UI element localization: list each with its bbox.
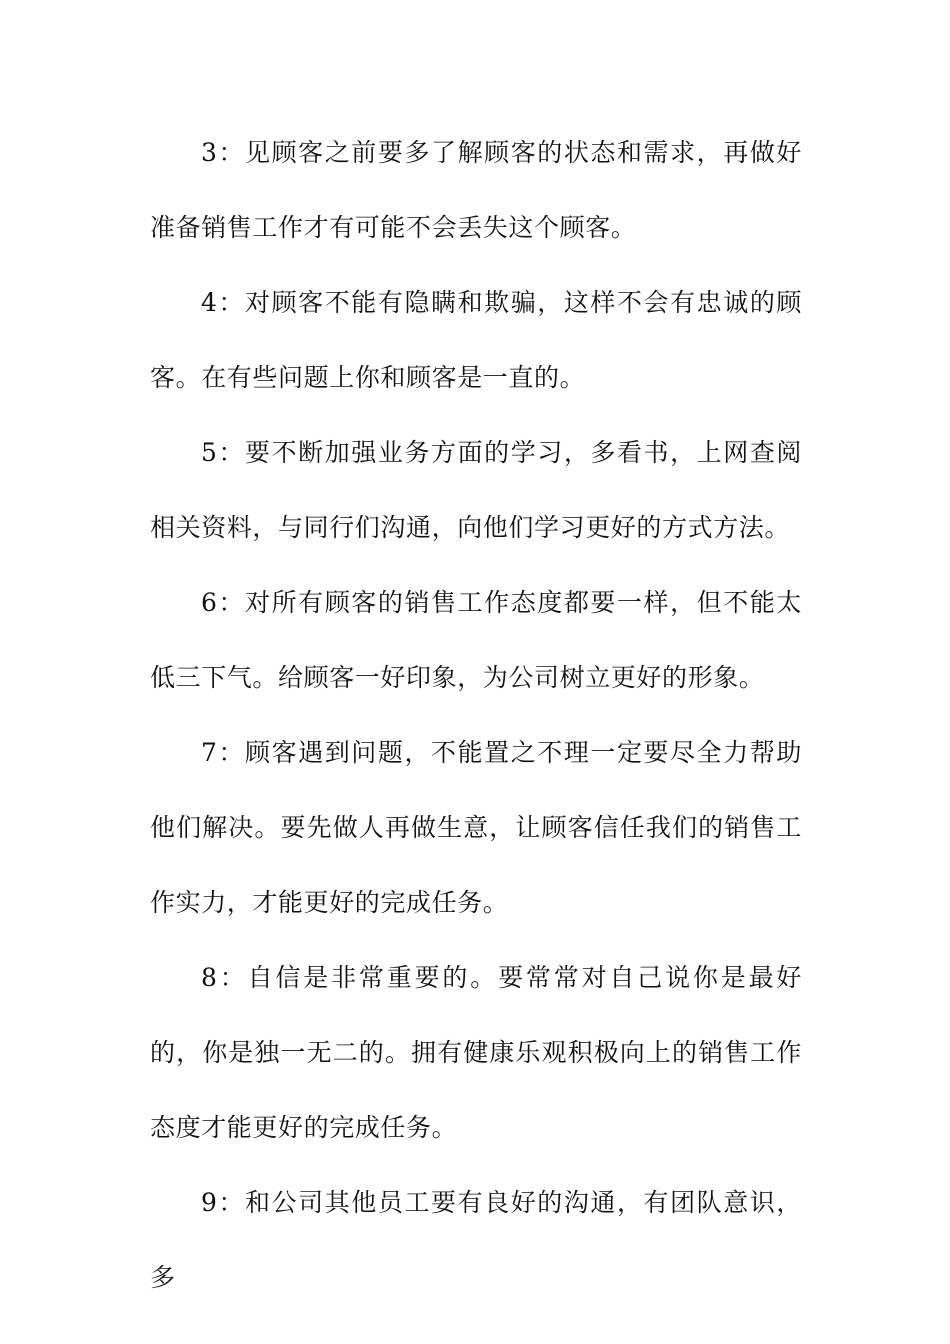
- paragraph-3: 3：见顾客之前要多了解顾客的状态和需求，再做好准备销售工作才有可能不会丢失这个顾客。: [150, 138, 802, 242]
- paragraph-8: 8：自信是非常重要的。要常常对自己说你是最好的，你是独一无二的。拥有健康乐观积极向上的销售工作态度才能更好的完成任务。: [150, 963, 802, 1142]
- paragraph-6: 6：对所有顾客的销售工作态度都要一样，但不能太低三下气。给顾客一好印象，为公司树立更好的形象。: [150, 588, 802, 692]
- paragraph-9: 9：和公司其他员工要有良好的沟通，有团队意识，多: [150, 1188, 802, 1292]
- paragraph-7: 7：顾客遇到问题，不能置之不理一定要尽全力帮助他们解决。要先做人再做生意，让顾客信任我们的销售工作实力，才能更好的完成任务。: [150, 738, 802, 917]
- document-body: [150, 115, 802, 1315]
- paragraph-5: 5：要不断加强业务方面的学习，多看书，上网查阅相关资料，与同行们沟通，向他们学习更好的方式方法。: [150, 438, 802, 542]
- paragraph-4: 4：对顾客不能有隐瞒和欺骗，这样不会有忠诚的顾客。在有些问题上你和顾客是一直的。: [150, 288, 802, 392]
- document-page: [150, 0, 802, 1344]
